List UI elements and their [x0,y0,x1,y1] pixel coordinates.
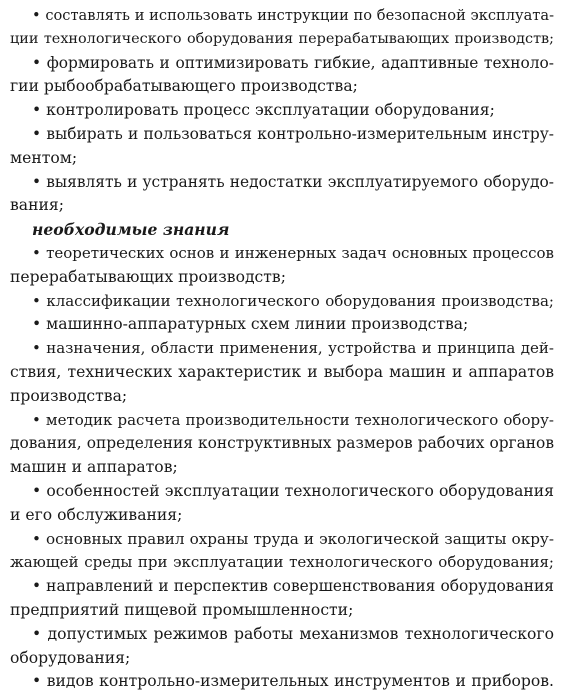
text-line: • выбирать и пользоваться контрольно-измерительным инстру- [32,124,554,143]
text-line: ции технологического оборудования перерабатывающих производств; [10,30,554,47]
text-line: • методик расчета производительности технологического обору- [32,410,554,429]
text-line: вания; [10,196,64,215]
text-line: жающей среды при эксплуатации технологического оборудования; [10,553,554,572]
text-line: дования, определения конструктивных размеров рабочих органов [10,434,554,453]
text-line: • допустимых режимов работы механизмов технологического [32,624,554,643]
text-line: ментом; [10,148,78,167]
text-line: ствия, технических характеристик и выбора машин и аппаратов [10,362,554,381]
text-line: • выявлять и устранять недостатки эксплуатируемого оборудо- [32,172,554,191]
text-line: • составлять и использовать инструкции по безопасной эксплуата- [32,7,554,24]
text-line: перерабатывающих производств; [10,267,286,286]
text-line: гии рыбообрабатывающего производства; [10,77,358,96]
section-heading: необходимые знания [32,220,230,240]
text-line: • контролировать процесс эксплуатации оборудования; [32,101,495,120]
text-line: производства; [10,386,128,405]
text-line: и его обслуживания; [10,505,183,524]
text-line: • основных правил охраны труда и экологической защиты окру- [32,529,554,548]
text-line: • машинно-аппаратурных схем линии производства; [32,315,469,334]
text-line: • назначения, области применения, устройства и принципа дей- [32,339,554,358]
text-line: предприятий пищевой промышленности; [10,600,354,619]
text-line: • теоретических основ и инженерных задач основных процессов [32,243,554,262]
text-line: машин и аппаратов; [10,458,178,477]
text-line: • особенностей эксплуатации технологического оборудования [32,481,554,500]
text-line: • видов контрольно-измерительных инструментов и приборов. [32,672,554,691]
text-line: • направлений и перспектив совершенствования оборудования [32,577,554,596]
text-line: оборудования; [10,648,131,667]
text-line: • классификации технологического оборудования производства; [32,291,554,310]
text-line: • формировать и оптимизировать гибкие, адаптивные техноло- [32,53,554,72]
